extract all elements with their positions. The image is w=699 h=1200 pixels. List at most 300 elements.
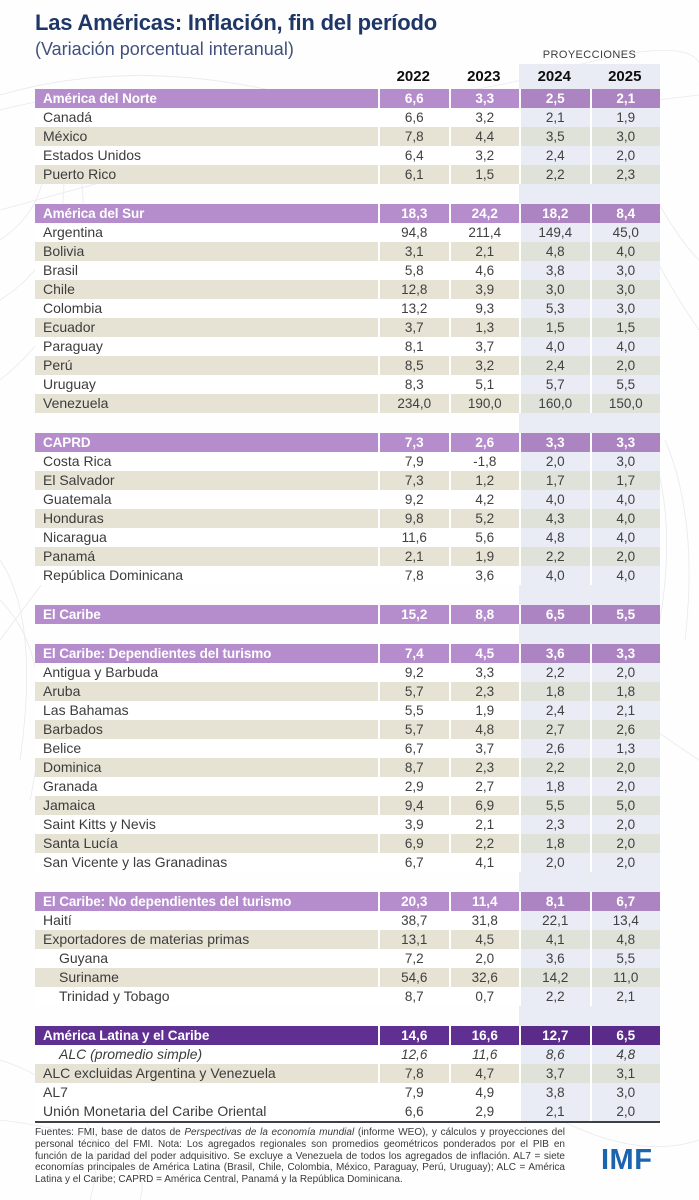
section-value-cell: 24,2: [449, 204, 520, 223]
section-value-cell: 3,3: [590, 433, 661, 452]
value-cell: 8,5: [378, 356, 449, 375]
value-cell: 2,0: [590, 356, 661, 375]
value-cell: 4,0: [590, 490, 661, 509]
table-row: [35, 663, 660, 682]
row-label: ALC (promedio simple): [35, 1045, 378, 1064]
value-cell: 150,0: [590, 394, 661, 413]
value-cell: 2,2: [519, 758, 590, 777]
value-cell: 5,8: [378, 261, 449, 280]
gap-cell: [35, 872, 378, 892]
table-row: [35, 509, 660, 528]
value-cell: 5,6: [449, 528, 520, 547]
value-cell: 2,0: [590, 758, 661, 777]
table-row: [35, 720, 660, 739]
value-cell: 4,1: [449, 853, 520, 872]
value-cell: 160,0: [519, 394, 590, 413]
row-label: Bolivia: [35, 242, 378, 261]
value-cell: 6,6: [378, 108, 449, 127]
value-cell: 2,0: [590, 777, 661, 796]
section-value-cell: 7,4: [378, 644, 449, 663]
row-label: Exportadores de materias primas: [35, 930, 378, 949]
table-row: [35, 1083, 660, 1102]
row-label: Las Bahamas: [35, 701, 378, 720]
value-cell: 2,4: [519, 701, 590, 720]
table-row: [35, 452, 660, 471]
table-row: [35, 318, 660, 337]
value-cell: 2,0: [519, 452, 590, 471]
value-cell: 1,9: [590, 108, 661, 127]
value-cell: 13,1: [378, 930, 449, 949]
gap-cell: [519, 585, 590, 605]
table-row: [35, 968, 660, 987]
value-cell: 11,6: [449, 1045, 520, 1064]
gap-cell: [519, 624, 590, 644]
row-label: Uruguay: [35, 375, 378, 394]
value-cell: 4,0: [519, 490, 590, 509]
section-header-row: [35, 433, 660, 452]
value-cell: 4,8: [449, 720, 520, 739]
table-row: [35, 701, 660, 720]
gap-cell: [378, 585, 449, 605]
value-cell: 3,0: [519, 280, 590, 299]
value-cell: 2,2: [449, 834, 520, 853]
value-cell: 3,0: [590, 1083, 661, 1102]
value-cell: 1,8: [519, 834, 590, 853]
row-label: Canadá: [35, 108, 378, 127]
value-cell: 1,9: [449, 547, 520, 566]
gap-cell: [378, 184, 449, 204]
gap-cell: [35, 585, 378, 605]
row-label: Perú: [35, 356, 378, 375]
gap-cell: [590, 624, 661, 644]
table-row: [35, 853, 660, 872]
value-cell: 1,7: [519, 471, 590, 490]
value-cell: 3,1: [378, 242, 449, 261]
section-value-cell: 7,3: [378, 433, 449, 452]
section-value-cell: 8,8: [449, 605, 520, 624]
section-value-cell: 8,4: [590, 204, 661, 223]
value-cell: 3,6: [449, 566, 520, 585]
value-cell: 2,0: [590, 815, 661, 834]
value-cell: 13,4: [590, 911, 661, 930]
value-cell: 3,0: [590, 299, 661, 318]
section-value-cell: 8,1: [519, 892, 590, 911]
value-cell: 2,4: [519, 146, 590, 165]
value-cell: 2,0: [519, 853, 590, 872]
value-cell: 8,7: [378, 987, 449, 1006]
row-label: Barbados: [35, 720, 378, 739]
value-cell: 31,8: [449, 911, 520, 930]
value-cell: 3,2: [449, 108, 520, 127]
section-value-cell: 6,6: [378, 89, 449, 108]
value-cell: 2,3: [449, 758, 520, 777]
table-row: [35, 815, 660, 834]
value-cell: 8,3: [378, 375, 449, 394]
gap-cell: [35, 1006, 378, 1026]
value-cell: 1,8: [590, 682, 661, 701]
row-label: Guatemala: [35, 490, 378, 509]
gap-cell: [378, 872, 449, 892]
value-cell: 9,4: [378, 796, 449, 815]
value-cell: 4,1: [519, 930, 590, 949]
value-cell: 1,5: [590, 318, 661, 337]
table-bottom-rule: [35, 1121, 660, 1123]
value-cell: 6,7: [378, 739, 449, 758]
row-label: Saint Kitts y Nevis: [35, 815, 378, 834]
value-cell: 1,9: [449, 701, 520, 720]
value-cell: 2,6: [519, 739, 590, 758]
table-row: [35, 242, 660, 261]
table-row: [35, 682, 660, 701]
section-value-cell: 15,2: [378, 605, 449, 624]
section-value-cell: 6,7: [590, 892, 661, 911]
value-cell: 5,3: [519, 299, 590, 318]
value-cell: -1,8: [449, 452, 520, 471]
table-row: [35, 566, 660, 585]
value-cell: 32,6: [449, 968, 520, 987]
value-cell: 3,5: [519, 127, 590, 146]
value-cell: 4,0: [590, 528, 661, 547]
value-cell: 1,8: [519, 682, 590, 701]
row-label: Panamá: [35, 547, 378, 566]
row-label: Ecuador: [35, 318, 378, 337]
value-cell: 4,4: [449, 127, 520, 146]
section-header-label: América del Sur: [35, 204, 378, 223]
row-label: Trinidad y Tobago: [35, 987, 378, 1006]
value-cell: 38,7: [378, 911, 449, 930]
row-label: Unión Monetaria del Caribe Oriental: [35, 1102, 378, 1121]
value-cell: 3,0: [590, 280, 661, 299]
value-cell: 234,0: [378, 394, 449, 413]
value-cell: 2,0: [590, 663, 661, 682]
gap-cell: [449, 585, 520, 605]
value-cell: 14,2: [519, 968, 590, 987]
value-cell: 5,5: [590, 949, 661, 968]
section-header-label: El Caribe: No dependientes del turismo: [35, 892, 378, 911]
value-cell: 6,1: [378, 165, 449, 184]
value-cell: 5,0: [590, 796, 661, 815]
value-cell: 22,1: [519, 911, 590, 930]
section-value-cell: 3,3: [449, 89, 520, 108]
section-value-cell: 6,5: [590, 1026, 661, 1045]
gap-cell: [449, 624, 520, 644]
table-row: [35, 127, 660, 146]
source-note-italic: Perspectivas de la economía mundial: [184, 1127, 355, 1138]
row-label: Jamaica: [35, 796, 378, 815]
table-row: [35, 299, 660, 318]
value-cell: 190,0: [449, 394, 520, 413]
value-cell: 2,1: [449, 242, 520, 261]
table-row: [35, 490, 660, 509]
row-label: Paraguay: [35, 337, 378, 356]
value-cell: 7,2: [378, 949, 449, 968]
value-cell: 2,1: [590, 987, 661, 1006]
gap-cell: [590, 184, 661, 204]
row-label: Guyana: [35, 949, 378, 968]
table-row: [35, 1064, 660, 1083]
gap-cell: [378, 413, 449, 433]
value-cell: 2,0: [590, 834, 661, 853]
value-cell: 3,9: [449, 280, 520, 299]
row-label: AL7: [35, 1083, 378, 1102]
table-row: [35, 394, 660, 413]
table-row: [35, 146, 660, 165]
value-cell: 7,3: [378, 471, 449, 490]
table-row: [35, 108, 660, 127]
section-header-label: El Caribe: [35, 605, 378, 624]
row-label: Honduras: [35, 509, 378, 528]
year-column-header: 2023: [467, 68, 501, 85]
value-cell: 2,2: [519, 987, 590, 1006]
table-row: [35, 739, 660, 758]
table-header-row: [35, 64, 660, 89]
value-cell: 4,8: [590, 930, 661, 949]
value-cell: 149,4: [519, 223, 590, 242]
table-row: [35, 949, 660, 968]
value-cell: 3,1: [590, 1064, 661, 1083]
gap-cell: [590, 585, 661, 605]
row-label: Chile: [35, 280, 378, 299]
value-cell: 3,7: [519, 1064, 590, 1083]
value-cell: 3,8: [519, 261, 590, 280]
value-cell: 0,7: [449, 987, 520, 1006]
value-cell: 3,3: [449, 663, 520, 682]
value-cell: 7,8: [378, 127, 449, 146]
value-cell: 2,9: [449, 1102, 520, 1121]
value-cell: 45,0: [590, 223, 661, 242]
value-cell: 2,1: [519, 108, 590, 127]
value-cell: 3,0: [590, 127, 661, 146]
section-value-cell: 3,3: [590, 644, 661, 663]
section-value-cell: 2,1: [590, 89, 661, 108]
value-cell: 4,0: [590, 242, 661, 261]
value-cell: 4,0: [519, 566, 590, 585]
section-value-cell: 16,6: [449, 1026, 520, 1045]
value-cell: 2,2: [519, 165, 590, 184]
value-cell: 2,0: [590, 1102, 661, 1121]
section-value-cell: 6,5: [519, 605, 590, 624]
table-row: [35, 528, 660, 547]
value-cell: 11,6: [378, 528, 449, 547]
table-row: [35, 1102, 660, 1121]
gap-cell: [449, 872, 520, 892]
value-cell: 54,6: [378, 968, 449, 987]
row-label: Antigua y Barbuda: [35, 663, 378, 682]
gap-cell: [449, 1006, 520, 1026]
value-cell: 7,8: [378, 1064, 449, 1083]
table-row: [35, 165, 660, 184]
value-cell: 3,2: [449, 356, 520, 375]
row-label: Brasil: [35, 261, 378, 280]
value-cell: 4,9: [449, 1083, 520, 1102]
section-header-label: El Caribe: Dependientes del turismo: [35, 644, 378, 663]
table-row: [35, 223, 660, 242]
section-value-cell: 14,6: [378, 1026, 449, 1045]
table-row: [35, 930, 660, 949]
row-label: ALC excluidas Argentina y Venezuela: [35, 1064, 378, 1083]
value-cell: 6,6: [378, 1102, 449, 1121]
value-cell: 3,0: [590, 452, 661, 471]
gap-cell: [519, 872, 590, 892]
value-cell: 3,6: [519, 949, 590, 968]
source-note-text: Fuentes: FMI, base de datos de: [35, 1127, 185, 1138]
table-row: [35, 547, 660, 566]
value-cell: 2,9: [378, 777, 449, 796]
value-cell: 2,3: [519, 815, 590, 834]
value-cell: 6,9: [449, 796, 520, 815]
row-label: Nicaragua: [35, 528, 378, 547]
value-cell: 2,7: [519, 720, 590, 739]
value-cell: 5,5: [590, 375, 661, 394]
value-cell: 9,8: [378, 509, 449, 528]
page-subtitle: (Variación porcentual interanual): [35, 39, 294, 59]
value-cell: 4,8: [519, 528, 590, 547]
row-label: Dominica: [35, 758, 378, 777]
section-header-label: América Latina y el Caribe: [35, 1026, 378, 1045]
value-cell: 6,4: [378, 146, 449, 165]
section-value-cell: 20,3: [378, 892, 449, 911]
imf-logo: IMF: [601, 1144, 653, 1176]
section-header-row: [35, 644, 660, 663]
row-label: Granada: [35, 777, 378, 796]
value-cell: 5,5: [378, 701, 449, 720]
section-value-cell: 3,6: [519, 644, 590, 663]
row-label: República Dominicana: [35, 566, 378, 585]
gap-cell: [519, 184, 590, 204]
value-cell: 9,2: [378, 490, 449, 509]
value-cell: 7,8: [378, 566, 449, 585]
value-cell: 94,8: [378, 223, 449, 242]
value-cell: 2,0: [590, 547, 661, 566]
value-cell: 2,0: [449, 949, 520, 968]
row-label: San Vicente y las Granadinas: [35, 853, 378, 872]
value-cell: 7,9: [378, 452, 449, 471]
table-row: [35, 1045, 660, 1064]
gap-cell: [519, 413, 590, 433]
value-cell: 2,0: [590, 853, 661, 872]
value-cell: 4,0: [590, 509, 661, 528]
value-cell: 5,7: [519, 375, 590, 394]
value-cell: 12,8: [378, 280, 449, 299]
value-cell: 2,1: [378, 547, 449, 566]
row-label: Estados Unidos: [35, 146, 378, 165]
source-note-text: (informe WEO), y cálculos y proyecciones del personal técnico del FMI. Nota: Los agregados regionales son promedios geométricos ponderados por el PIB en función de la paridad del poder adquisitivo. Se excluye a Venezuela de todos los agregados de inflación. AL7 = siete economías principales de América Latina (Brasil, Chile, Colombia, México, Paraguay, Perú, Uruguay); ALC = América Latina y el Caribe; CAPRD = América Central, Panamá y la República Dominicana.: [35, 1127, 565, 1186]
row-label: Aruba: [35, 682, 378, 701]
table-row: [35, 261, 660, 280]
value-cell: 2,1: [590, 701, 661, 720]
value-cell: 1,3: [449, 318, 520, 337]
value-cell: 5,7: [378, 682, 449, 701]
value-cell: 3,7: [449, 739, 520, 758]
gap-row: [35, 413, 660, 433]
value-cell: 6,7: [378, 853, 449, 872]
table-row: [35, 356, 660, 375]
gap-cell: [519, 1006, 590, 1026]
row-spacer-cell: [35, 64, 378, 89]
row-label: Colombia: [35, 299, 378, 318]
value-cell: 3,7: [449, 337, 520, 356]
value-cell: 7,9: [378, 1083, 449, 1102]
value-cell: 9,3: [449, 299, 520, 318]
value-cell: 2,4: [519, 356, 590, 375]
row-label: Belice: [35, 739, 378, 758]
value-cell: 2,2: [519, 547, 590, 566]
section-value-cell: 3,3: [519, 433, 590, 452]
value-cell: 8,1: [378, 337, 449, 356]
value-cell: 4,6: [449, 261, 520, 280]
table-body: [35, 89, 660, 1121]
year-column-header: 2025: [590, 64, 661, 89]
value-cell: 1,7: [590, 471, 661, 490]
row-label: Haití: [35, 911, 378, 930]
row-label: Santa Lucía: [35, 834, 378, 853]
section-header-row: [35, 204, 660, 223]
value-cell: 2,3: [590, 165, 661, 184]
value-cell: 3,7: [378, 318, 449, 337]
table-row: [35, 834, 660, 853]
gap-row: [35, 184, 660, 204]
row-label: México: [35, 127, 378, 146]
gap-row: [35, 872, 660, 892]
table-row: [35, 337, 660, 356]
value-cell: 2,6: [590, 720, 661, 739]
row-label: Suriname: [35, 968, 378, 987]
value-cell: 2,1: [449, 815, 520, 834]
section-value-cell: 18,2: [519, 204, 590, 223]
gap-cell: [378, 624, 449, 644]
table-row: [35, 758, 660, 777]
gap-cell: [35, 413, 378, 433]
value-cell: 11,0: [590, 968, 661, 987]
section-value-cell: 11,4: [449, 892, 520, 911]
row-label: El Salvador: [35, 471, 378, 490]
row-label: Venezuela: [35, 394, 378, 413]
section-value-cell: 4,5: [449, 644, 520, 663]
value-cell: 5,2: [449, 509, 520, 528]
gap-cell: [590, 872, 661, 892]
value-cell: 3,2: [449, 146, 520, 165]
value-cell: 4,7: [449, 1064, 520, 1083]
gap-cell: [35, 624, 378, 644]
value-cell: 3,0: [590, 261, 661, 280]
section-value-cell: 5,5: [590, 605, 661, 624]
value-cell: 5,1: [449, 375, 520, 394]
section-value-cell: 18,3: [378, 204, 449, 223]
year-column-header: 2022: [396, 68, 430, 85]
section-header-row: [35, 605, 660, 624]
gap-cell: [590, 413, 661, 433]
inflation-table: [35, 64, 660, 1123]
table-row: [35, 375, 660, 394]
value-cell: 1,5: [519, 318, 590, 337]
section-header-row: [35, 892, 660, 911]
value-cell: 211,4: [449, 223, 520, 242]
value-cell: 1,3: [590, 739, 661, 758]
section-value-cell: 2,5: [519, 89, 590, 108]
value-cell: 4,2: [449, 490, 520, 509]
section-value-cell: 12,7: [519, 1026, 590, 1045]
value-cell: 13,2: [378, 299, 449, 318]
gap-row: [35, 624, 660, 644]
value-cell: 4,0: [590, 566, 661, 585]
value-cell: 3,8: [519, 1083, 590, 1102]
row-label: Argentina: [35, 223, 378, 242]
value-cell: 1,2: [449, 471, 520, 490]
value-cell: 2,3: [449, 682, 520, 701]
value-cell: 4,5: [449, 930, 520, 949]
table-row: [35, 280, 660, 299]
value-cell: 8,7: [378, 758, 449, 777]
